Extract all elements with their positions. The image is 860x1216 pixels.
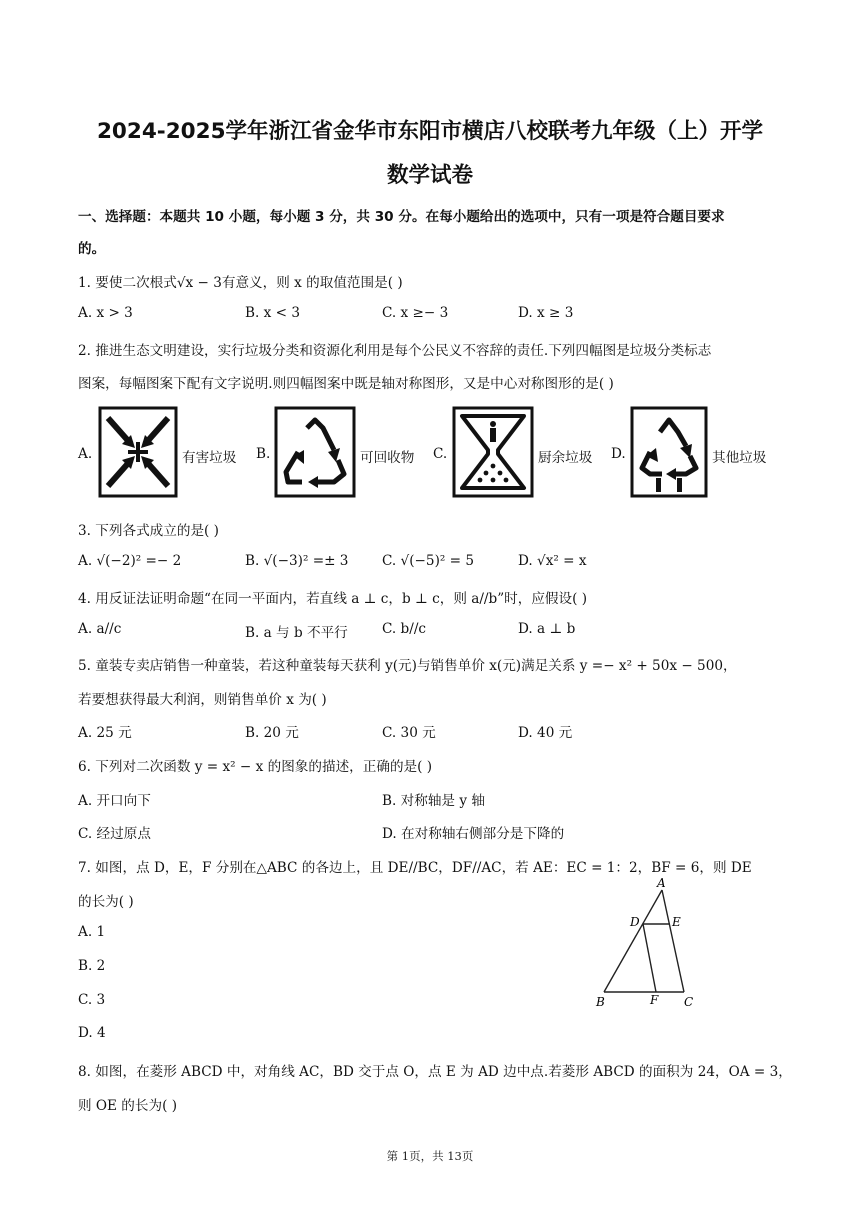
q5-option-c: C. 30 元: [382, 725, 436, 741]
q6-stem: 6. 下列对二次函数 y = x² − x 的图象的描述，正确的是( ): [78, 759, 433, 775]
q6-option-a: A. 开口向下: [78, 793, 151, 809]
section-heading-line1: 一、选择题：本题共 10 小题，每小题 3 分，共 30 分。在每小题给出的选项中，只有一项是符合题目要求: [78, 209, 725, 225]
q1-option-d: D. x ≥ 3: [518, 305, 574, 321]
segment-df: [643, 924, 656, 992]
q1-option-c: C. x ≥− 3: [382, 305, 449, 321]
exam-title-line2: 数学试卷: [386, 163, 473, 188]
q7-stem-line1: 7. 如图，点 D，E，F 分别在△ABC 的各边上，且 DE//BC，DF//AC，若 AE：EC = 1：2，BF = 6，则 DE: [78, 860, 752, 876]
q4-stem: 4. 用反证法证明命题“在同一平面内，若直线 a ⊥ c，b ⊥ c，则 a//b”时，应假设( ): [78, 591, 588, 607]
q3-option-b: B. √(−3)² =± 3: [245, 553, 349, 569]
q2-option-d-caption: 其他垃圾: [712, 450, 767, 466]
q5-option-a: A. 25 元: [78, 725, 132, 741]
q5-option-b: B. 20 元: [245, 725, 299, 741]
q4-option-c: C. b//c: [382, 621, 427, 637]
point-label-e: E: [672, 915, 681, 929]
q3-option-a: A. √(−2)² =− 2: [78, 553, 182, 569]
q6-option-d: D. 在对称轴右侧部分是下降的: [382, 826, 565, 842]
other-waste-icon: [630, 406, 708, 498]
q3-option-c: C. √(−5)² = 5: [382, 553, 474, 569]
vertex-label-c: C: [684, 995, 694, 1009]
q2-option-b-letter: B.: [256, 446, 271, 462]
q7-option-d: D. 4: [78, 1025, 106, 1041]
q5-option-d: D. 40 元: [518, 725, 573, 741]
q6-option-c: C. 经过原点: [78, 826, 151, 842]
q4-option-a: A. a//c: [78, 621, 122, 637]
harmful-waste-icon: [98, 406, 178, 498]
q8-stem-line1: 8. 如图，在菱形 ABCD 中，对角线 AC，BD 交于点 O，点 E 为 AD 边中点.若菱形 ABCD 的面积为 24，OA = 3，: [78, 1064, 792, 1080]
q3-stem: 3. 下列各式成立的是( ): [78, 523, 219, 539]
q4-option-b: B. a 与 b 不平行: [245, 625, 348, 641]
q2-option-b-caption: 可回收物: [360, 450, 415, 466]
exam-title-line1: 2024-2025学年浙江省金华市东阳市横店八校联考九年级（上）开学: [96, 119, 764, 144]
q4-option-d: D. a ⊥ b: [518, 621, 576, 637]
q5-stem-line2: 若要想获得最大利润，则销售单价 x 为( ): [78, 692, 327, 708]
q3-option-d: D. √x² = x: [518, 553, 587, 569]
q7-option-c: C. 3: [78, 992, 106, 1008]
q6-option-b: B. 对称轴是 y 轴: [382, 793, 485, 809]
q7-triangle-figure: [590, 876, 710, 1012]
q1-stem: 1. 要使二次根式√x − 3有意义，则 x 的取值范围是( ): [78, 275, 403, 291]
recyclable-icon: [274, 406, 356, 498]
q8-stem-line2: 则 OE 的长为( ): [78, 1098, 178, 1114]
q7-stem-line2: 的长为( ): [78, 894, 134, 910]
q2-option-a-letter: A.: [78, 446, 93, 462]
q1-option-b: B. x < 3: [245, 305, 300, 321]
side-ac: [662, 890, 684, 992]
q7-option-b: B. 2: [78, 958, 106, 974]
vertex-label-a: A: [657, 876, 666, 890]
q2-option-c-caption: 厨余垃圾: [538, 450, 593, 466]
q1-option-a: A. x > 3: [78, 305, 133, 321]
q5-stem-line1: 5. 童装专卖店销售一种童装，若这种童装每天获利 y(元)与销售单价 x(元)满足关系 y =− x² + 50x − 500，: [78, 658, 737, 674]
point-label-f: F: [650, 993, 659, 1007]
vertex-label-b: B: [596, 995, 605, 1009]
q2-option-a-caption: 有害垃圾: [182, 450, 237, 466]
section-heading-line2: 的。: [78, 241, 106, 257]
page-footer: 第 1页，共 13页: [386, 1149, 474, 1163]
q2-option-d-letter: D.: [611, 446, 626, 462]
q7-option-a: A. 1: [78, 924, 106, 940]
q2-stem-line1: 2. 推进生态文明建设，实行垃圾分类和资源化利用是每个公民义不容辞的责任.下列四幅图是垃圾分类标志: [78, 343, 712, 359]
q2-option-c-letter: C.: [433, 446, 448, 462]
q2-stem-line2: 图案，每幅图案下配有文字说明.则四幅图案中既是轴对称图形，又是中心对称图形的是( ): [78, 376, 614, 392]
point-label-d: D: [630, 915, 640, 929]
kitchen-waste-icon: [452, 406, 534, 498]
